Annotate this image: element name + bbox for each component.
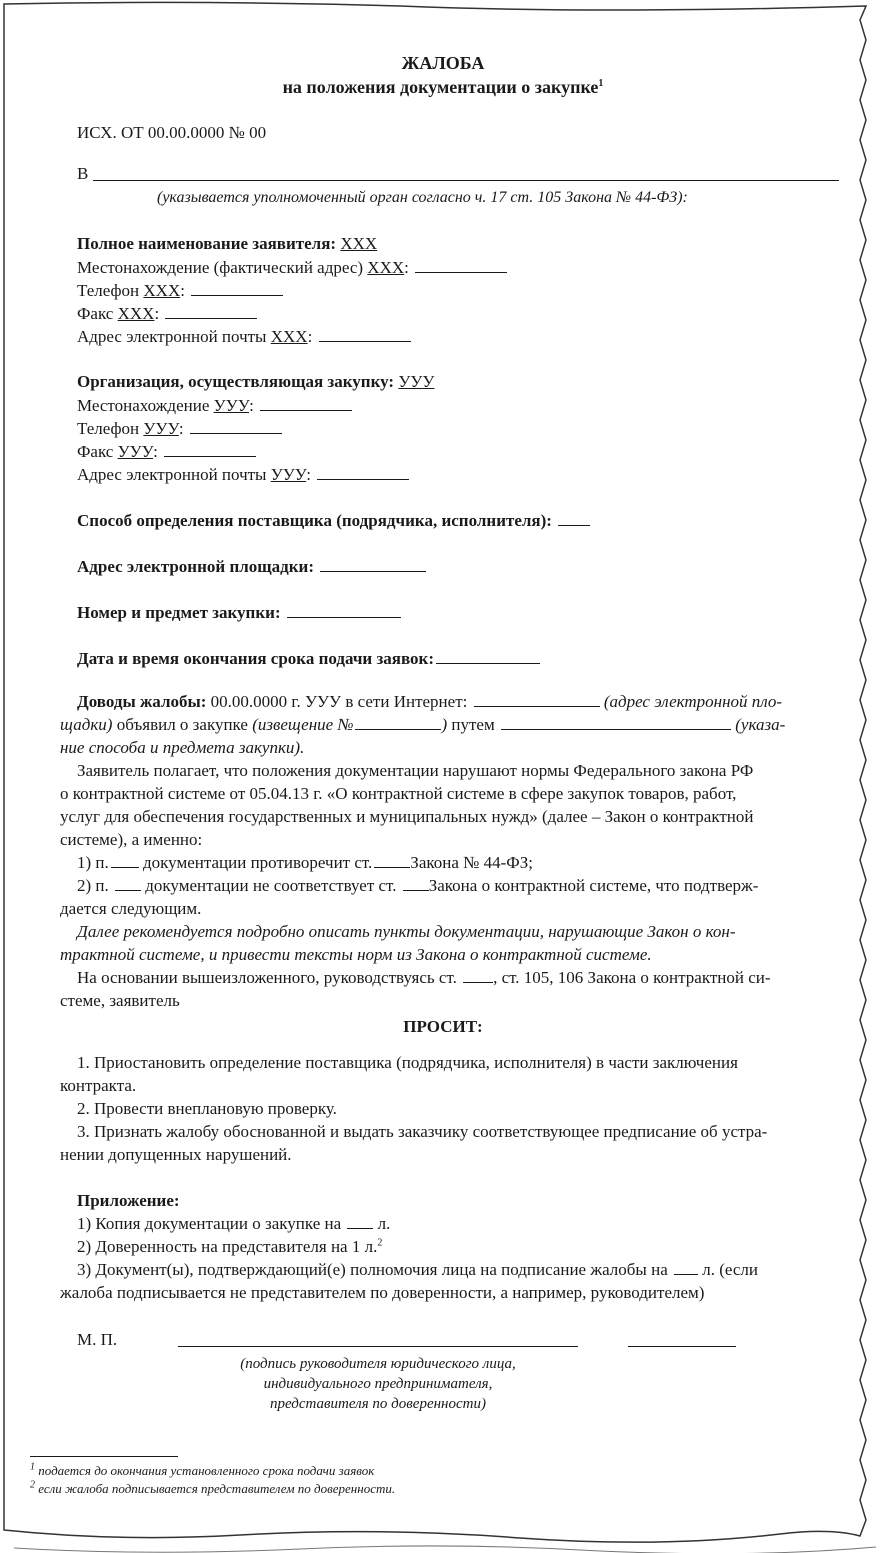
violation-item-2-cont: дается следующим.: [60, 899, 202, 918]
method-field: Способ определения поставщика (подрядчика, исполнителя):: [77, 510, 590, 532]
request-item-3-cont: нении допущенных нарушений.: [60, 1145, 292, 1164]
applicant-fax: Факс ХХХ:: [77, 303, 257, 325]
organizer-name: Организация, осуществляющая закупку: УУУ: [77, 372, 435, 391]
signature-hint-2: индивидуального предпринимателя,: [263, 1376, 493, 1392]
signature-hint-1: (подпись руководителя юридического лица,: [240, 1356, 516, 1372]
signature-line: [178, 1346, 578, 1347]
violation-item-1: 1) п. документации противоречит ст. Закона № 44-ФЗ;: [77, 853, 533, 872]
footnote-2: $^2$ если жалоба подписывается представителем по доверенности.: [30, 1479, 396, 1496]
basis-line-1: На основании вышеизложенного, руководствуясь ст. , ст. 105, 106 Закона о контрактной си-: [77, 968, 771, 987]
claim-line-3: услуг для обеспечения государственных и муниципальных нужд» (далее – Закон о контрактной: [60, 807, 754, 826]
organizer-location: Местонахождение УУУ:: [77, 395, 352, 417]
document-subtitle: на положения документации о закупке$^1$: [282, 77, 604, 97]
request-item-1-cont: контракта.: [60, 1076, 137, 1095]
attachment-3: 3) Документ(ы), подтверждающий(е) полномочия лица на подписание жалобы на л. (если: [77, 1260, 758, 1279]
organizer-phone: Телефон УУУ:: [77, 418, 282, 440]
applicant-phone: Телефон ХХХ:: [77, 280, 283, 302]
platform-field: Адрес электронной площадки:: [77, 556, 426, 578]
arguments-line-2: щадки) объявил о закупке (извещение № ) путем (указа-: [60, 715, 786, 734]
claim-line-2: о контрактной системе от 05.04.13 г. «О контрактной системе в сфере закупок товаров, работ,: [60, 784, 737, 803]
claim-line-1: Заявитель полагает, что положения документации нарушают нормы Федерального закона РФ: [77, 761, 754, 780]
arguments-line-3: ние способа и предмета закупки).: [60, 738, 305, 757]
footnote-separator: [30, 1456, 178, 1457]
applicant-email: Адрес электронной почты ХХХ:: [77, 326, 411, 348]
name-line: [628, 1346, 736, 1347]
request-item-2: 2. Провести внеплановую проверку.: [77, 1099, 337, 1118]
signature-hint-3: представителя по доверенности): [270, 1396, 486, 1412]
claim-line-4: системе), а именно:: [60, 830, 203, 849]
applicant-name: Полное наименование заявителя: ХХХ: [77, 234, 378, 253]
recommendation-line-2: трактной системе, и привести тексты норм из Закона о контрактной системе.: [60, 945, 652, 964]
recipient-hint: (указывается уполномоченный орган согласно ч. 17 ст. 105 Закона № 44-ФЗ):: [157, 189, 688, 206]
attachments-title: Приложение:: [77, 1191, 180, 1210]
organizer-email: Адрес электронной почты УУУ:: [77, 464, 409, 486]
attachment-1: 1) Копия документации о закупке на л.: [77, 1214, 391, 1233]
recipient-prefix: В: [77, 164, 89, 183]
recommendation-line-1: Далее рекомендуется подробно описать пункты документации, нарушающие Закон о кон-: [77, 922, 736, 941]
violation-item-2: 2) п. документации не соответствует ст. Закона о контрактной системе, что подтверж-: [77, 876, 759, 895]
outgoing-number: ИСХ. ОТ 00.00.0000 № 00: [77, 123, 267, 142]
request-item-1: 1. Приостановить определение поставщика (подрядчика, исполнителя) в части заключения: [77, 1053, 738, 1072]
document-title: ЖАЛОБА: [401, 53, 485, 73]
arguments-line-1: Доводы жалобы: 00.00.0000 г. УУУ в сети Интернет: (адрес электронной пло-: [77, 692, 783, 711]
stamp-label: М. П.: [77, 1330, 118, 1349]
attachment-3-cont: жалоба подписывается не представителем по доверенности, а например, руководителем): [60, 1283, 705, 1302]
request-title: ПРОСИТ:: [403, 1017, 483, 1036]
deadline-field: Дата и время окончания срока подачи заявок:: [77, 648, 540, 670]
attachment-2: 2) Доверенность на представителя на 1 л.$^2$: [77, 1237, 383, 1256]
request-item-3: 3. Признать жалобу обоснованной и выдать заказчику соответствующее предписание об устра-: [77, 1122, 768, 1141]
purchase-number-field: Номер и предмет закупки:: [77, 602, 401, 624]
basis-line-2: стеме, заявитель: [60, 991, 180, 1010]
recipient-line: [93, 180, 839, 181]
applicant-location: Местонахождение (фактический адрес) ХХХ:: [77, 257, 507, 279]
organizer-fax: Факс УУУ:: [77, 441, 256, 463]
footnote-1: $^1$ подается до окончания установленного срока подачи заявок: [30, 1461, 375, 1478]
